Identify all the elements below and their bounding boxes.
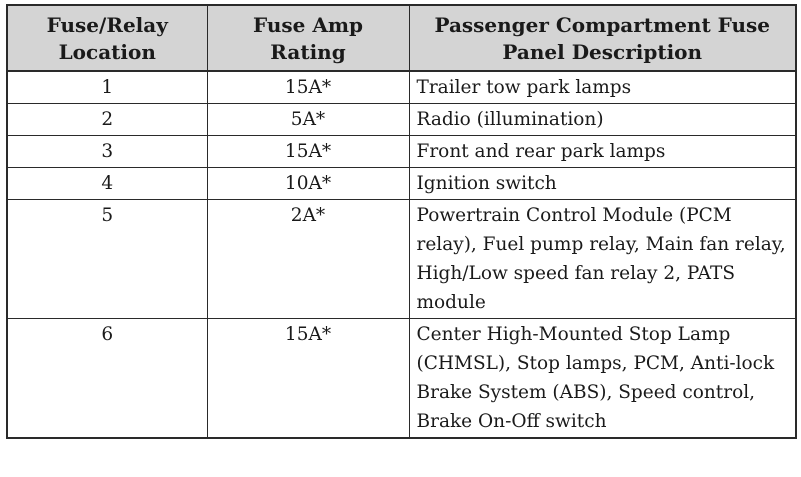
cell-description: Center High-Mounted Stop Lamp (CHMSL), Stop lamps, PCM, Anti-lock Brake System (ABS), Speed control, Brake On-Off switch	[409, 319, 796, 439]
cell-location: 3	[7, 136, 207, 168]
cell-amp-rating: 5A*	[207, 104, 409, 136]
fuse-table-container	[6, 4, 795, 439]
cell-amp-rating: 10A*	[207, 168, 409, 200]
header-amp-line-2: Rating	[270, 40, 346, 64]
table-row	[7, 168, 796, 200]
header-description-line-2: Panel Description	[502, 40, 703, 64]
cell-amp-rating: 2A*	[207, 200, 409, 319]
cell-description: Ignition switch	[409, 168, 796, 200]
cell-description: Powertrain Control Module (PCM relay), Fuel pump relay, Main fan relay, High/Low speed fan relay 2, PATS module	[409, 200, 796, 319]
table-header-row	[7, 5, 796, 71]
table-row	[7, 71, 796, 104]
header-location	[7, 5, 207, 71]
table-row	[7, 136, 796, 168]
cell-description: Front and rear park lamps	[409, 136, 796, 168]
table-row	[7, 319, 796, 439]
header-description	[409, 5, 796, 71]
cell-amp-rating: 15A*	[207, 136, 409, 168]
cell-description: Trailer tow park lamps	[409, 71, 796, 104]
header-description-line-1: Passenger Compartment Fuse	[434, 13, 771, 37]
cell-location: 6	[7, 319, 207, 439]
cell-location: 5	[7, 200, 207, 319]
cell-location: 2	[7, 104, 207, 136]
cell-location: 1	[7, 71, 207, 104]
cell-location: 4	[7, 168, 207, 200]
header-location-line-1: Fuse/Relay	[46, 13, 168, 37]
fuse-table	[6, 4, 797, 439]
header-amp-line-1: Fuse Amp	[253, 13, 363, 37]
cell-amp-rating: 15A*	[207, 319, 409, 439]
header-location-line-2: Location	[58, 40, 156, 64]
cell-description: Radio (illumination)	[409, 104, 796, 136]
header-amp-rating	[207, 5, 409, 71]
table-row	[7, 104, 796, 136]
cell-amp-rating: 15A*	[207, 71, 409, 104]
table-row	[7, 200, 796, 319]
